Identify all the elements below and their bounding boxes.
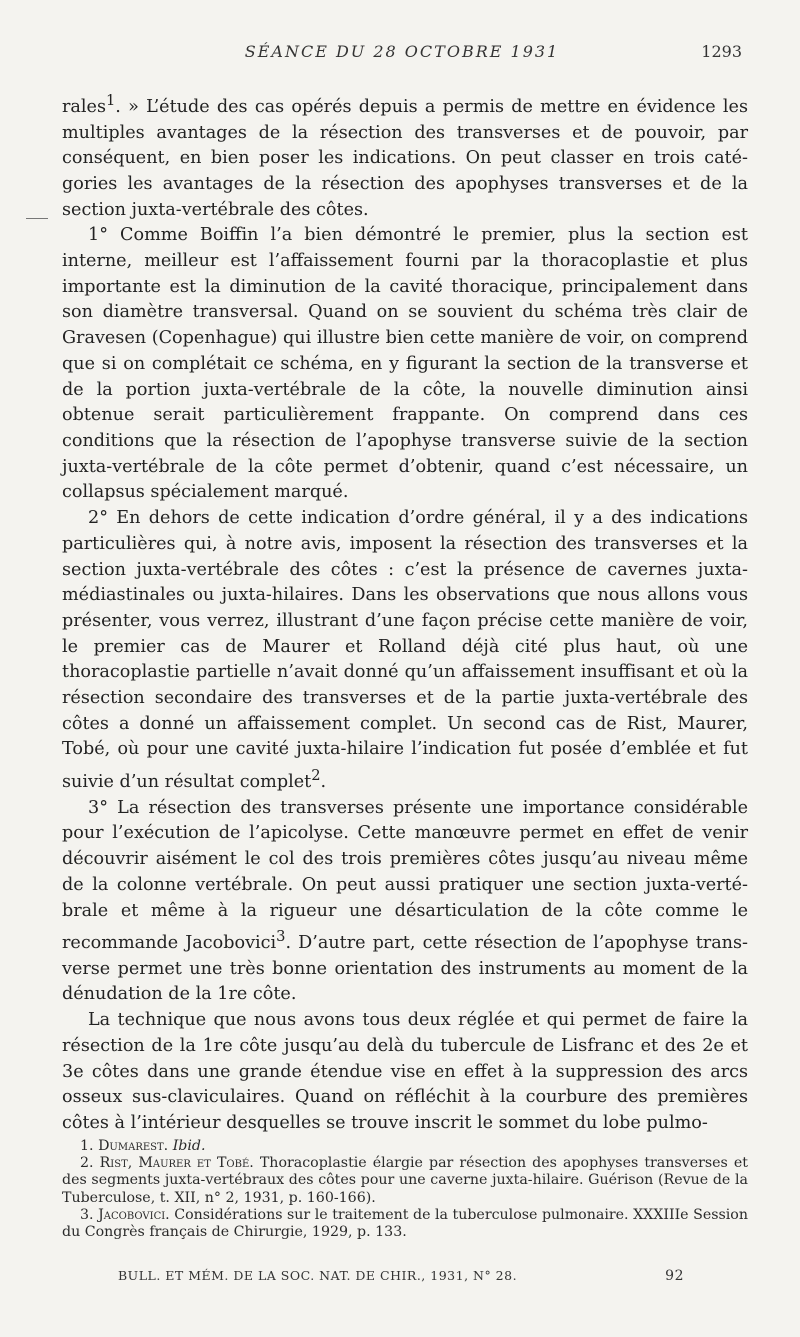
body-text <box>62 88 748 1137</box>
footnote-author: Rist, Maurer et Tobé. <box>99 1155 254 1172</box>
footnote-ref: 2 <box>311 767 321 785</box>
footnote-author: Dumarest. <box>98 1138 169 1154</box>
footnotes <box>62 1138 748 1241</box>
footnote-author: Jacobovici. <box>98 1206 170 1223</box>
margin-mark <box>26 218 48 219</box>
running-title: SÉANCE DU 28 OCTOBRE 1931 <box>244 42 560 61</box>
paragraph-intro: rales$^1$. » L’étude des cas opérés depuis a permis de mettre en évidence les multiples avantages de la résection des transverses et de pouvoir, par conséquent, en bien poser les indications. On peut classer en trois catégories les avantages de la résection des apophyses transverses et de la section juxta-vertébrale des côtes. <box>62 92 748 220</box>
footnote-ref: 1 <box>105 92 116 109</box>
paragraph-technique: La technique que nous avons tous deux réglée et qui permet de faire la résection de la 1re côte jusqu’au delà du tubercule de Lisfranc et des 2e et 3e côtes dans une grande étendue vise en effet à la suppression des arcs osseux sus-claviculaires. Quand on réfléchit à la courbure des premières côtes à l’intérieur desquelles se trouve inscrit le sommet du lobe pulmo- <box>62 1010 748 1133</box>
page-number: 1293 <box>701 42 742 61</box>
footnote-3: 3. Jacobovici. Considérations sur le traitement de la tuberculose pulmonaire. XXXIIIe Session du Congrès français de Chirurgie, 1929, p. 133. <box>62 1206 748 1241</box>
paragraph-point-2: 2° En dehors de cette indication d’ordre général, il y a des indications particulières qui, à notre avis, imposent la résection des transverses et la section juxta-vertébrale des côtes : c’est la présence de cavernes juxta-médiastinales ou juxta-hilaires. Dans les observations que nous allons vous présenter, vous verrez, illustrant d’une façon précise cette manière de voir, le premier cas de Maurer et Rolland déjà cité plus haut, où une thoracoplastie partielle n’avait donné qu’un affaissement insuffisant et où la résection secondaire des transverses et de la partie juxta-vertébrale des côtes a donné un affaissement complet. Un second cas de Rist, Maurer, Tobé, où pour une cavité juxta-hilaire l’indication fut posée d’emblée et fut suivie d’un résultat complet$^2$. <box>62 508 748 792</box>
footnote-1: 1. Dumarest. Ibid. <box>80 1138 206 1154</box>
paragraph-point-3: 3° La résection des transverses présente une importance considérable pour l’exécution de l’apicolyse. Cette manœuvre permet en effet de venir découvrir aisément le col des trois premières côtes jusqu’au niveau même de la colonne vertébrale. On peut aussi pratiquer une section juxta-vertébrale et même à la rigueur une désarticulation de la côte comme le recommande Jacobovici$^3$. D’autre part, cette résection de l’apophyse transverse permet une très bonne orientation des instruments au moment de la dénudation de la 1re côte. <box>62 797 748 1005</box>
footnote-2: 2. Rist, Maurer et Tobé. Thoracoplastie élargie par résection des apophyses transverses et des segments juxta-vertébraux des côtes pour une caverne juxta-hilaire. Guérison (Revue de la Tuberculose, t. XII, n° 2, 1931, p. 160-166). <box>62 1155 748 1206</box>
footer-citation: BULL. ET MÉM. DE LA SOC. NAT. DE CHIR., 1931, N° 28. <box>118 1268 518 1283</box>
running-head <box>62 40 742 68</box>
footnote-ref: 3 <box>276 928 286 946</box>
paragraph-point-1: 1° Comme Boiffin l’a bien démontré le premier, plus la section est interne, meilleur est l’affaissement fourni par la thoracoplastie et plus importante est la diminution de la cavité thoracique, principalement dans son diamètre transversal. Quand on se souvient du schéma très clair de Gravesen (Copenhague) qui illustre bien cette manière de voir, on comprend que si on complétait ce schéma, en y figurant la section de la transverse et de la portion juxta-vertébrale de la côte, la nouvelle diminution ainsi obtenue serait particulièrement frappante. On comprend dans ces conditions que la résection de l’apophyse transverse suivie de la section juxta-vertébrale de la côte permet d’obtenir, quand c’est nécessaire, un collapsus spécialement marqué. <box>62 225 748 503</box>
page-footer <box>118 1268 684 1283</box>
footer-number: 92 <box>665 1268 684 1284</box>
